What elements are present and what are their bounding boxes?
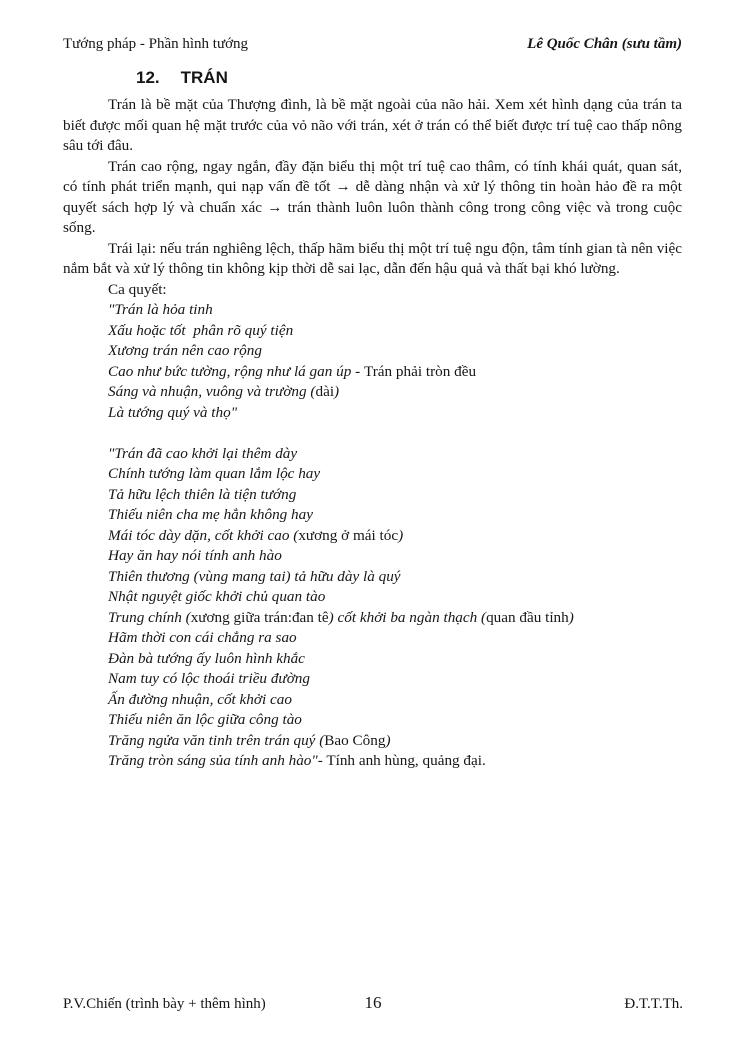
verse-segment-italic: Hay ăn hay nói tính anh hào xyxy=(108,547,282,564)
verse-segment-italic: "Trán đã cao khởi lại thêm dày xyxy=(108,444,298,462)
verse-line xyxy=(108,382,682,403)
verse-segment-italic: Là tướng quý và thọ" xyxy=(108,403,238,421)
verse-line xyxy=(108,362,682,383)
verse-line xyxy=(108,526,682,547)
verse-segment-roman: Trán phải tròn đều xyxy=(363,362,477,380)
verse-segment-italic: Trung chính ( xyxy=(108,608,191,626)
verse-segment-italic: Thiên thương (vùng mang tai) tả hữu dày là quý xyxy=(108,567,401,585)
section-title-text: TRÁN xyxy=(180,68,228,87)
verse-segment-italic: Cao như bức tường, rộng như lá gan úp - xyxy=(108,362,364,380)
verse-line xyxy=(108,690,682,711)
ca-quyet-label: Ca quyết: xyxy=(108,280,167,298)
verse-line xyxy=(108,444,682,465)
section-title xyxy=(136,67,682,89)
verse-segment-italic: Xương trán nên cao rộng xyxy=(108,342,262,359)
header-book-title: Tướng pháp - Phần hình tướng xyxy=(63,36,249,52)
paragraph-bad-forehead: Trái lại: nếu trán nghiêng lệch, thấp hãm biểu thị một trí tuệ ngu độn, tâm tính gian tà nên việc nắm bắt và xử lý thông tin không kịp thời dễ sai lạc, dẫn đến hậu quả và thất bại khó lường. xyxy=(63,239,682,277)
verse-line xyxy=(108,300,682,321)
verse-segment-roman: - Tính anh hùng, quảng đại. xyxy=(317,752,486,769)
verse-segment-roman: Bao Công xyxy=(324,731,386,749)
verse-line xyxy=(108,669,682,690)
verse-segment-italic: Hãm thời con cái chẳng ra sao xyxy=(108,629,297,646)
verse-line xyxy=(108,710,682,731)
footer-credit-left: P.V.Chiến (trình bày + thêm hình) xyxy=(63,996,266,1012)
verse-segment-italic: Sáng và nhuận, vuông và trường ( xyxy=(108,383,316,400)
footer-credit-right: Đ.T.T.Th. xyxy=(624,996,683,1012)
verse-segment-roman: quan đầu tỉnh xyxy=(486,608,569,626)
verse-line xyxy=(108,567,682,588)
verse-line xyxy=(108,751,682,772)
section-number: 12. xyxy=(136,68,160,87)
verse-segment-italic: ) xyxy=(385,731,391,749)
verse-segment-italic: Nam tuy có lộc thoái triều đường xyxy=(108,670,310,687)
verse-segment-italic: Trăng ngửa văn tinh trên trán quý ( xyxy=(108,731,325,749)
page-header xyxy=(63,36,682,52)
header-author: Lê Quốc Chân (sưu tầm) xyxy=(527,36,682,52)
verse-line xyxy=(108,649,682,670)
verse-line xyxy=(108,464,682,485)
verse-segment-italic: Xấu hoặc tốt phân rõ quý tiện xyxy=(108,321,294,339)
page-footer xyxy=(63,993,683,1013)
verse-segment-roman: dài xyxy=(315,383,335,400)
paragraph-good-forehead: Trán cao rộng, ngay ngắn, đầy đặn biểu thị một trí tuệ cao thâm, có tính khái quát, quan sát, có tính phát triển mạnh, qui nạp vấn đề tốt → dễ dàng nhận và xử lý thông tin hoàn hảo đề ra một quyết sách hợp lý và chuẩn xác → trán thành luôn luôn thành công trong công việc và trong cuộc sống. xyxy=(63,157,682,236)
verse-segment-italic: Trăng tròn sáng sủa tính anh hào" xyxy=(108,752,318,769)
verse-segment-italic: Thiếu niên ăn lộc giữa công tào xyxy=(108,711,302,728)
verse-segment-italic: Đàn bà tướng ấy luôn hình khắc xyxy=(108,649,305,667)
verse-segment-italic: Ấn đường nhuận, cốt khởi cao xyxy=(108,690,292,708)
verse-segment-italic: ) xyxy=(398,526,404,544)
verse-gap xyxy=(63,423,682,444)
verse-line xyxy=(108,485,682,506)
verse-line xyxy=(108,321,682,342)
verse-segment-italic: ) cốt khởi ba ngàn thạch ( xyxy=(328,608,487,626)
page-number: 16 xyxy=(364,993,382,1012)
verse-group-2 xyxy=(63,444,682,772)
verse-line xyxy=(108,731,682,752)
verse-segment-italic: Tả hữu lệch thiên là tiện tướng xyxy=(108,485,297,503)
verse-line xyxy=(108,608,682,629)
verse-line xyxy=(108,546,682,567)
verse-segment-roman: xương giữa trán:đan tê xyxy=(190,608,329,626)
verse-line xyxy=(108,341,682,362)
verse-group-1 xyxy=(63,300,682,423)
verse-segment-italic: ) xyxy=(568,608,574,626)
verse-segment-italic: Thiếu niên cha mẹ hẳn không hay xyxy=(108,506,313,523)
verse-line xyxy=(108,587,682,608)
verse-line xyxy=(108,403,682,424)
verse-segment-italic: Nhật nguyệt giốc khởi chủ quan tào xyxy=(108,588,326,605)
verse-line xyxy=(108,505,682,526)
verse-segment-italic: "Trán là hỏa tinh xyxy=(108,301,213,318)
verse-line xyxy=(108,628,682,649)
paragraph-intro: Trán là bề mặt của Thượng đình, là bề mặt ngoài của não hải. Xem xét hình dạng của trán ta biết được mối quan hệ mặt trước của vỏ não với trán, xét ở trán có thể biết được trí tuệ cao thấp nông sâu tới đâu. xyxy=(63,96,682,154)
verse-segment-roman: xương ở mái tóc xyxy=(298,526,399,544)
verse-segment-italic: Mái tóc dày dặn, cốt khởi cao ( xyxy=(108,526,299,544)
verse-segment-italic: ) xyxy=(334,383,340,400)
verse-segment-italic: Chính tướng làm quan lắm lộc hay xyxy=(108,465,321,482)
